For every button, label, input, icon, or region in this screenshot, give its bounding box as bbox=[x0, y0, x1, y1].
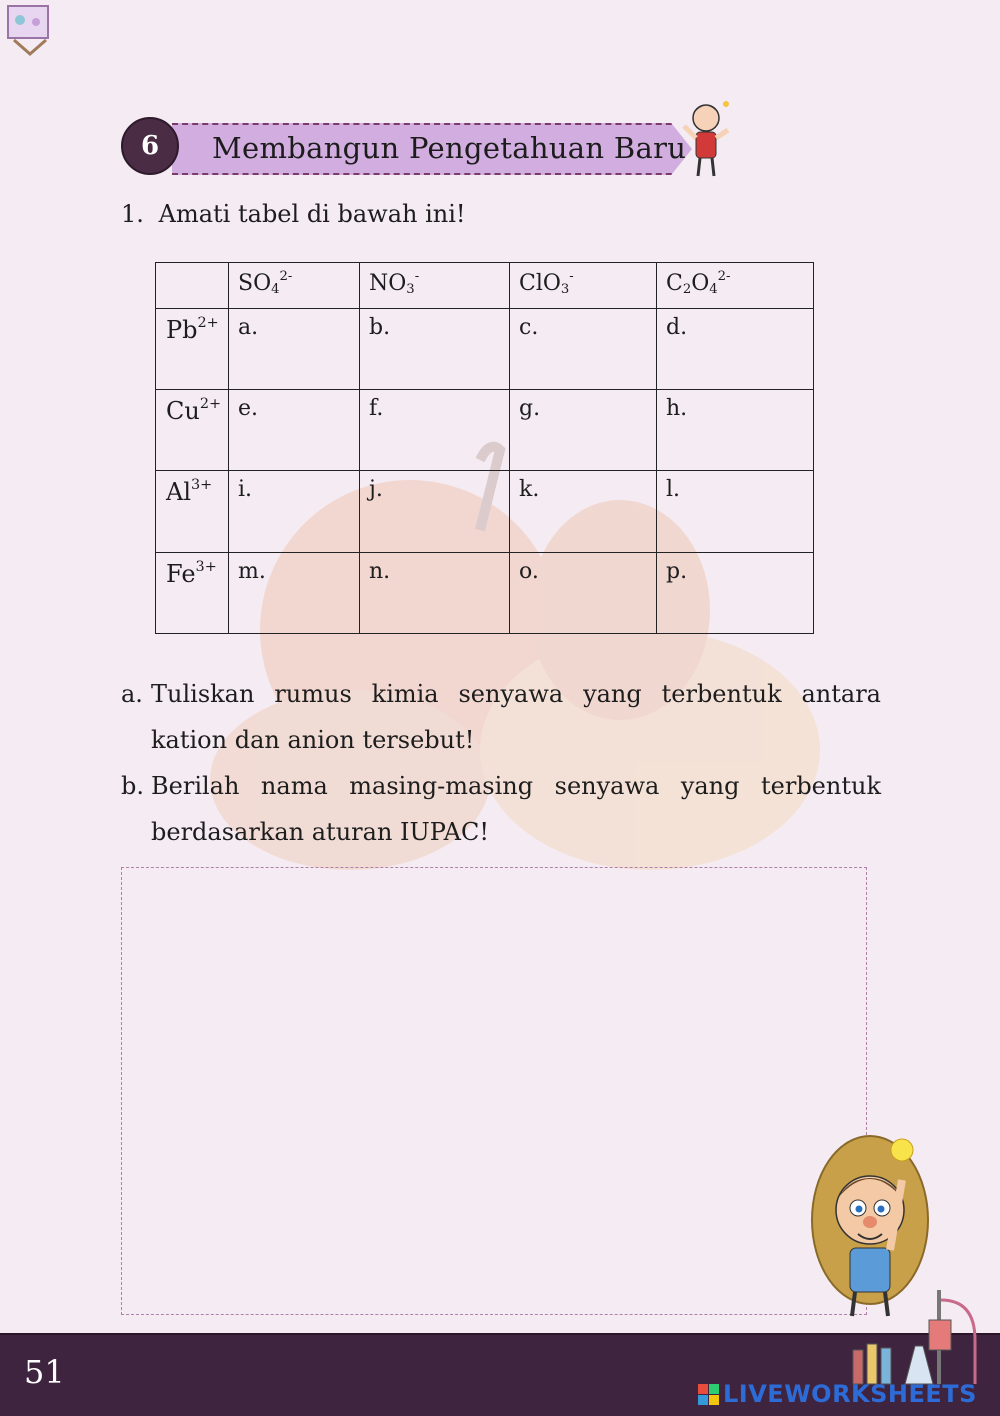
table-header-row bbox=[156, 263, 814, 309]
table-cell[interactable]: o. bbox=[510, 552, 657, 633]
table-cell[interactable]: h. bbox=[657, 390, 814, 471]
column-header-so4: $SO_4^{2-}$ bbox=[229, 263, 360, 309]
column-header-no3: $NO_3^-$ bbox=[360, 263, 510, 309]
table-cell[interactable]: g. bbox=[510, 390, 657, 471]
task-a-text: Tuliskan rumus kimia senyawa yang terbentuk antara kation dan anion tersebut! bbox=[151, 680, 881, 754]
ion-compound-table bbox=[155, 262, 814, 634]
table-cell[interactable]: j. bbox=[360, 471, 510, 552]
table-cell[interactable]: a. bbox=[229, 308, 360, 389]
task-b-text: Berilah nama masing-masing senyawa yang terbentuk berdasarkan aturan IUPAC! bbox=[151, 772, 881, 846]
lab-equipment-decoration bbox=[845, 1250, 1000, 1390]
row-header-fe: $Fe^{3+}$ bbox=[156, 552, 229, 633]
girl-mascot-icon bbox=[678, 96, 734, 180]
task-a bbox=[121, 671, 881, 763]
row-header-pb: $Pb^{2+}$ bbox=[156, 308, 229, 389]
page-number: 51 bbox=[24, 1353, 65, 1391]
table-cell[interactable]: m. bbox=[229, 552, 360, 633]
table-cell[interactable]: p. bbox=[657, 552, 814, 633]
question-1 bbox=[121, 200, 466, 228]
question-1-text: Amati tabel di bawah ini! bbox=[158, 200, 466, 228]
table-row-cu bbox=[156, 390, 814, 471]
task-b bbox=[121, 763, 881, 855]
task-b-label: b. bbox=[121, 772, 144, 800]
lab-corner-decoration bbox=[0, 0, 60, 60]
table-cell[interactable]: d. bbox=[657, 308, 814, 389]
table-cell[interactable]: f. bbox=[360, 390, 510, 471]
row-header-cu: $Cu^{2+}$ bbox=[156, 390, 229, 471]
table-cell[interactable]: l. bbox=[657, 471, 814, 552]
section-number-badge: 6 bbox=[121, 117, 179, 175]
table-cell[interactable]: c. bbox=[510, 308, 657, 389]
table-cell[interactable]: b. bbox=[360, 308, 510, 389]
column-header-clo3: ClO$_3$- bbox=[510, 263, 657, 309]
section-title: Membangun Pengetahuan Baru bbox=[212, 131, 687, 165]
table-cell[interactable]: i. bbox=[229, 471, 360, 552]
table-cell[interactable]: k. bbox=[510, 471, 657, 552]
liveworksheets-logo-icon bbox=[698, 1384, 719, 1405]
answer-text-area[interactable] bbox=[121, 867, 867, 1315]
table-corner-cell bbox=[156, 263, 229, 309]
liveworksheets-brand[interactable] bbox=[698, 1379, 977, 1409]
question-1-number: 1. bbox=[121, 200, 144, 228]
brand-name: LIVEWORKSHEETS bbox=[723, 1380, 977, 1408]
table-cell[interactable]: e. bbox=[229, 390, 360, 471]
row-header-al: $Al^{3+}$ bbox=[156, 471, 229, 552]
table-cell[interactable]: n. bbox=[360, 552, 510, 633]
column-header-c2o4: $C_2O_4^{2-}$ bbox=[657, 263, 814, 309]
table-row-al bbox=[156, 471, 814, 552]
table-row-fe bbox=[156, 552, 814, 633]
task-a-label: a. bbox=[121, 680, 143, 708]
table-row-pb bbox=[156, 308, 814, 389]
